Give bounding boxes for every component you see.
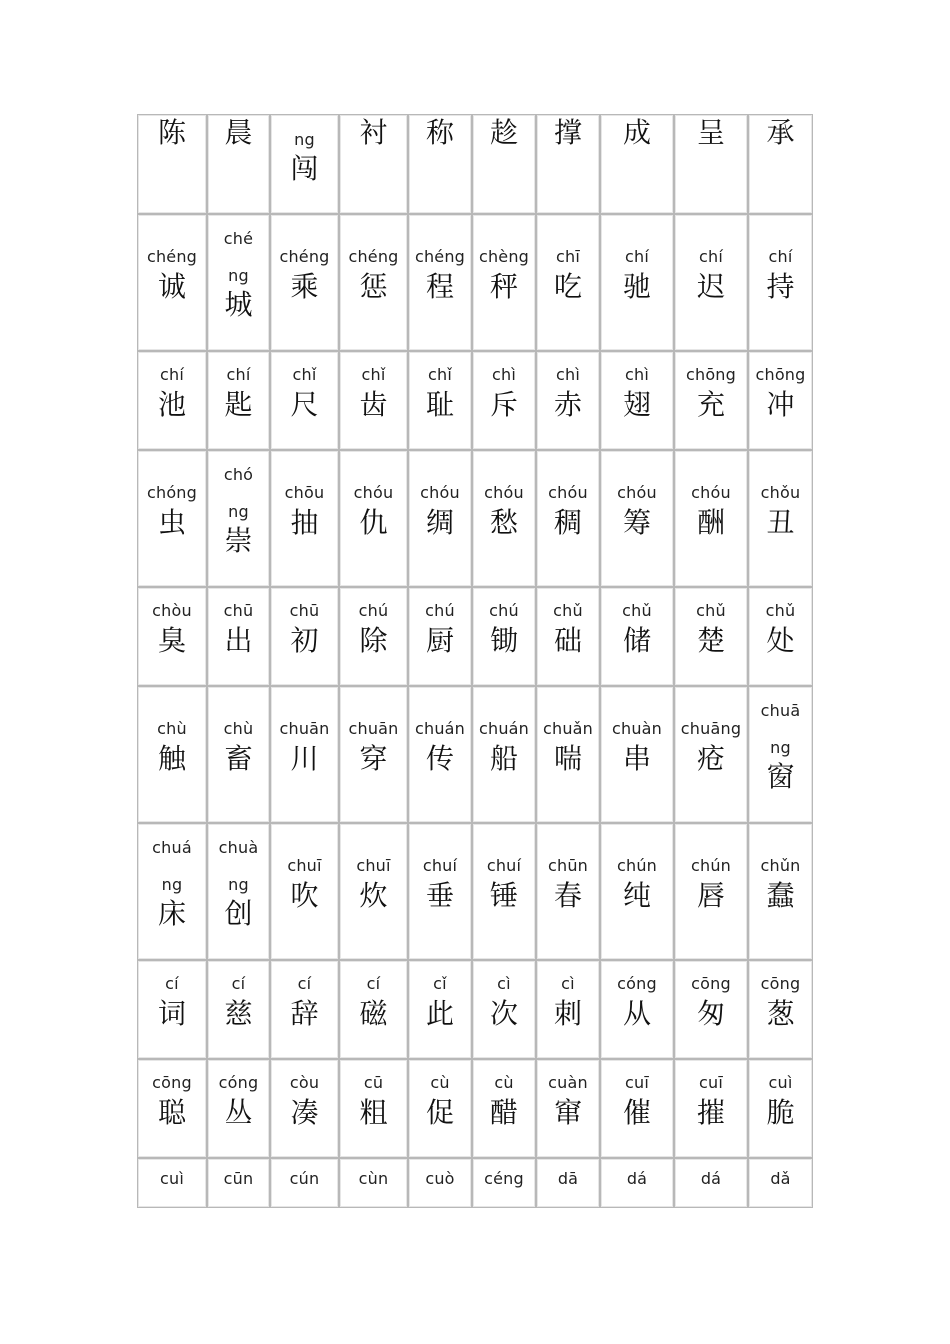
hanzi-character: 疮 bbox=[696, 742, 725, 775]
table-cell bbox=[408, 960, 472, 1059]
hanzi-character: 丑 bbox=[766, 506, 795, 539]
table-cell bbox=[748, 1158, 813, 1208]
pinyin-label: chǔn bbox=[760, 856, 801, 875]
table-cell bbox=[339, 450, 408, 587]
pinyin-wrap-label: ng bbox=[228, 502, 249, 521]
pinyin-label: chuān bbox=[348, 719, 399, 738]
hanzi-character: 愁 bbox=[489, 506, 518, 539]
pinyin-wrap-label: ng bbox=[770, 738, 791, 757]
hanzi-character: 迟 bbox=[696, 270, 725, 303]
pinyin-label: chù bbox=[223, 719, 254, 738]
hanzi-character: 匙 bbox=[224, 388, 253, 421]
pinyin-label: chòu bbox=[152, 601, 192, 620]
hanzi-character: 醋 bbox=[489, 1096, 518, 1129]
table-cell bbox=[137, 1059, 207, 1158]
table-cell bbox=[472, 960, 536, 1059]
pinyin-label: cí bbox=[165, 974, 179, 993]
table-cell bbox=[472, 587, 536, 686]
table-cell bbox=[536, 1059, 600, 1158]
pinyin-label: chóng bbox=[146, 483, 198, 502]
hanzi-character: 船 bbox=[489, 742, 518, 775]
table-cell bbox=[748, 686, 813, 823]
pinyin-label: dā bbox=[557, 1169, 579, 1188]
table-cell bbox=[207, 114, 270, 214]
pinyin-label: chuī bbox=[287, 856, 322, 875]
table-cell bbox=[748, 960, 813, 1059]
pinyin-label: cū bbox=[363, 1073, 384, 1092]
hanzi-character: 闯 bbox=[290, 152, 319, 185]
table-cell bbox=[600, 450, 674, 587]
pinyin-label: cí bbox=[297, 974, 312, 993]
hanzi-character: 齿 bbox=[359, 388, 388, 421]
pinyin-label: cuò bbox=[425, 1169, 455, 1188]
pinyin-label: còu bbox=[289, 1073, 320, 1092]
pinyin-label: chóu bbox=[484, 483, 524, 502]
hanzi-character: 纯 bbox=[622, 879, 651, 912]
table-cell bbox=[270, 1158, 339, 1208]
hanzi-character: 绸 bbox=[425, 506, 454, 539]
pinyin-label: chí bbox=[625, 247, 649, 266]
pinyin-label: cōng bbox=[152, 1073, 192, 1092]
hanzi-character: 脆 bbox=[766, 1096, 795, 1129]
hanzi-character: 粗 bbox=[359, 1096, 388, 1129]
table-cell bbox=[270, 960, 339, 1059]
hanzi-character: 惩 bbox=[359, 270, 388, 303]
hanzi-character: 臭 bbox=[157, 624, 186, 657]
table-cell bbox=[748, 1059, 813, 1158]
table-cell bbox=[674, 1059, 748, 1158]
table-cell bbox=[339, 587, 408, 686]
hanzi-character: 抽 bbox=[290, 506, 319, 539]
pinyin-label: chǒu bbox=[760, 483, 801, 502]
pinyin-wrap-label: ng bbox=[294, 130, 315, 149]
pinyin-label: chèng bbox=[478, 247, 530, 266]
pinyin-character-table bbox=[137, 114, 813, 1208]
table-cell bbox=[408, 351, 472, 450]
pinyin-label: chún bbox=[616, 856, 658, 875]
hanzi-character: 从 bbox=[622, 997, 651, 1030]
hanzi-character: 窗 bbox=[766, 760, 795, 793]
pinyin-label: chuí bbox=[486, 856, 522, 875]
hanzi-character: 撑 bbox=[553, 116, 582, 149]
table-cell bbox=[536, 960, 600, 1059]
table-cell bbox=[207, 960, 270, 1059]
table-cell bbox=[600, 1059, 674, 1158]
pinyin-label: chuàn bbox=[611, 719, 663, 738]
hanzi-character: 厨 bbox=[425, 624, 454, 657]
pinyin-label: cí bbox=[366, 974, 381, 993]
hanzi-character: 葱 bbox=[766, 997, 795, 1030]
table-cell bbox=[408, 450, 472, 587]
pinyin-label: chuán bbox=[414, 719, 466, 738]
table-cell bbox=[536, 1158, 600, 1208]
table-cell bbox=[674, 960, 748, 1059]
table-cell bbox=[270, 114, 339, 214]
pinyin-label: cù bbox=[430, 1073, 450, 1092]
pinyin-label: cūn bbox=[223, 1169, 254, 1188]
table-cell bbox=[408, 1158, 472, 1208]
pinyin-label: chōu bbox=[284, 483, 325, 502]
pinyin-label: chuà bbox=[218, 838, 259, 857]
pinyin-label: chì bbox=[625, 365, 649, 384]
hanzi-character: 慈 bbox=[224, 997, 253, 1030]
pinyin-label: cuì bbox=[160, 1169, 184, 1188]
hanzi-character: 催 bbox=[622, 1096, 651, 1129]
hanzi-character: 唇 bbox=[696, 879, 725, 912]
table-cell bbox=[339, 960, 408, 1059]
table-cell bbox=[207, 686, 270, 823]
hanzi-character: 稠 bbox=[553, 506, 582, 539]
pinyin-label: chǔ bbox=[553, 601, 583, 620]
hanzi-character: 串 bbox=[622, 742, 651, 775]
table-cell bbox=[207, 351, 270, 450]
hanzi-character: 成 bbox=[622, 116, 651, 149]
pinyin-label: dǎ bbox=[770, 1169, 791, 1188]
pinyin-label: cì bbox=[497, 974, 511, 993]
pinyin-label: cùn bbox=[358, 1169, 389, 1188]
hanzi-character: 锄 bbox=[489, 624, 518, 657]
hanzi-character: 储 bbox=[622, 624, 651, 657]
table-cell bbox=[408, 686, 472, 823]
table-cell bbox=[207, 1059, 270, 1158]
hanzi-character: 处 bbox=[766, 624, 795, 657]
table-cell bbox=[674, 1158, 748, 1208]
hanzi-character: 喘 bbox=[553, 742, 582, 775]
pinyin-label: cuì bbox=[768, 1073, 793, 1092]
pinyin-label: chuāng bbox=[680, 719, 742, 738]
table-cell bbox=[472, 114, 536, 214]
pinyin-label: dá bbox=[700, 1169, 722, 1188]
pinyin-label: chéng bbox=[279, 247, 330, 266]
table-cell bbox=[270, 1059, 339, 1158]
pinyin-label: chǔ bbox=[622, 601, 652, 620]
pinyin-label: chì bbox=[556, 365, 580, 384]
table-cell bbox=[748, 587, 813, 686]
hanzi-character: 冲 bbox=[766, 388, 795, 421]
table-cell bbox=[137, 686, 207, 823]
table-cell bbox=[137, 823, 207, 960]
pinyin-label: chuá bbox=[152, 838, 192, 857]
pinyin-label: cí bbox=[231, 974, 246, 993]
pinyin-label: chú bbox=[489, 601, 519, 620]
pinyin-label: chǔ bbox=[765, 601, 796, 620]
table-cell bbox=[207, 587, 270, 686]
pinyin-label: chóu bbox=[617, 483, 657, 502]
table-cell bbox=[472, 823, 536, 960]
table-cell bbox=[408, 114, 472, 214]
table-cell bbox=[674, 823, 748, 960]
pinyin-label: chí bbox=[768, 247, 793, 266]
hanzi-character: 充 bbox=[696, 388, 725, 421]
table-cell bbox=[600, 960, 674, 1059]
pinyin-label: chù bbox=[157, 719, 187, 738]
table-cell bbox=[137, 214, 207, 351]
hanzi-character: 创 bbox=[224, 897, 253, 930]
pinyin-label: cuī bbox=[699, 1073, 723, 1092]
table-cell bbox=[472, 686, 536, 823]
table-cell bbox=[536, 823, 600, 960]
table-cell bbox=[137, 114, 207, 214]
table-cell bbox=[270, 351, 339, 450]
pinyin-label: chōng bbox=[685, 365, 737, 384]
hanzi-character: 摧 bbox=[696, 1096, 725, 1129]
hanzi-character: 触 bbox=[157, 742, 186, 775]
hanzi-character: 斥 bbox=[489, 388, 518, 421]
pinyin-label: cóng bbox=[617, 974, 657, 993]
table-cell bbox=[600, 823, 674, 960]
pinyin-label: céng bbox=[484, 1169, 524, 1188]
table-cell bbox=[748, 114, 813, 214]
hanzi-character: 耻 bbox=[425, 388, 454, 421]
table-cell bbox=[600, 1158, 674, 1208]
table-cell bbox=[137, 1158, 207, 1208]
pinyin-label: ché bbox=[223, 229, 254, 248]
hanzi-character: 除 bbox=[359, 624, 388, 657]
hanzi-character: 畜 bbox=[224, 742, 253, 775]
table-cell bbox=[270, 587, 339, 686]
pinyin-label: chū bbox=[289, 601, 320, 620]
table-cell bbox=[674, 686, 748, 823]
hanzi-character: 聪 bbox=[157, 1096, 186, 1129]
hanzi-character: 传 bbox=[425, 742, 454, 775]
table-cell bbox=[748, 823, 813, 960]
table-cell bbox=[207, 450, 270, 587]
hanzi-character: 趁 bbox=[489, 116, 518, 149]
pinyin-label: chǐ bbox=[361, 365, 386, 384]
pinyin-label: cōng bbox=[760, 974, 801, 993]
hanzi-character: 吃 bbox=[553, 270, 582, 303]
table-cell bbox=[408, 1059, 472, 1158]
pinyin-label: chì bbox=[492, 365, 516, 384]
hanzi-character: 磁 bbox=[359, 997, 388, 1030]
table-cell bbox=[536, 686, 600, 823]
table-cell bbox=[748, 450, 813, 587]
table-cell bbox=[270, 686, 339, 823]
hanzi-character: 促 bbox=[425, 1096, 454, 1129]
table-cell bbox=[600, 686, 674, 823]
hanzi-character: 丛 bbox=[224, 1096, 253, 1129]
table-cell bbox=[674, 587, 748, 686]
pinyin-label: chóu bbox=[691, 483, 731, 502]
hanzi-character: 春 bbox=[553, 879, 582, 912]
table-cell bbox=[600, 351, 674, 450]
hanzi-character: 赤 bbox=[553, 388, 582, 421]
hanzi-character: 城 bbox=[224, 288, 253, 321]
pinyin-label: chuā bbox=[760, 701, 801, 720]
table-cell bbox=[600, 587, 674, 686]
pinyin-label: chóu bbox=[353, 483, 394, 502]
hanzi-character: 次 bbox=[489, 997, 518, 1030]
pinyin-label: cì bbox=[561, 974, 575, 993]
hanzi-character: 床 bbox=[157, 897, 186, 930]
table-cell bbox=[270, 823, 339, 960]
pinyin-label: chó bbox=[223, 465, 254, 484]
hanzi-character: 乘 bbox=[290, 270, 319, 303]
pinyin-label: cǐ bbox=[433, 974, 447, 993]
table-cell bbox=[536, 351, 600, 450]
hanzi-character: 炊 bbox=[359, 879, 388, 912]
table-cell bbox=[472, 351, 536, 450]
hanzi-character: 酬 bbox=[696, 506, 725, 539]
pinyin-label: chóu bbox=[548, 483, 588, 502]
pinyin-label: chǐ bbox=[428, 365, 452, 384]
hanzi-character: 晨 bbox=[224, 116, 253, 149]
table-cell bbox=[270, 450, 339, 587]
pinyin-label: cuī bbox=[625, 1073, 649, 1092]
hanzi-character: 初 bbox=[290, 624, 319, 657]
pinyin-label: chún bbox=[690, 856, 732, 875]
pinyin-label: chuī bbox=[356, 856, 391, 875]
table-cell bbox=[339, 823, 408, 960]
pinyin-wrap-label: ng bbox=[161, 875, 183, 894]
hanzi-character: 承 bbox=[766, 116, 795, 149]
table-cell bbox=[674, 214, 748, 351]
pinyin-label: chóu bbox=[420, 483, 460, 502]
hanzi-character: 楚 bbox=[696, 624, 725, 657]
hanzi-character: 陈 bbox=[157, 116, 186, 149]
hanzi-character: 辞 bbox=[290, 997, 319, 1030]
pinyin-label: chūn bbox=[547, 856, 589, 875]
pinyin-label: chuān bbox=[279, 719, 330, 738]
hanzi-character: 仇 bbox=[359, 506, 388, 539]
table-cell bbox=[137, 960, 207, 1059]
hanzi-character: 衬 bbox=[359, 116, 388, 149]
pinyin-label: chōng bbox=[755, 365, 806, 384]
hanzi-character: 程 bbox=[425, 270, 454, 303]
pinyin-label: chǐ bbox=[292, 365, 317, 384]
table-cell bbox=[536, 450, 600, 587]
pinyin-label: chí bbox=[160, 365, 184, 384]
table-cell bbox=[339, 214, 408, 351]
pinyin-label: chuí bbox=[422, 856, 458, 875]
pinyin-label: chú bbox=[425, 601, 455, 620]
hanzi-character: 虫 bbox=[157, 506, 186, 539]
hanzi-character: 垂 bbox=[425, 879, 454, 912]
table-cell bbox=[339, 351, 408, 450]
table-cell bbox=[472, 1158, 536, 1208]
table-cell bbox=[339, 1059, 408, 1158]
hanzi-character: 础 bbox=[553, 624, 582, 657]
table-cell bbox=[207, 214, 270, 351]
hanzi-character: 诚 bbox=[157, 270, 186, 303]
hanzi-character: 尺 bbox=[290, 388, 319, 421]
pinyin-label: chū bbox=[223, 601, 254, 620]
table-cell bbox=[137, 450, 207, 587]
pinyin-label: chí bbox=[699, 247, 723, 266]
hanzi-character: 秤 bbox=[489, 270, 518, 303]
table-cell bbox=[748, 214, 813, 351]
table-cell bbox=[207, 823, 270, 960]
pinyin-label: cún bbox=[289, 1169, 320, 1188]
pinyin-label: chuán bbox=[478, 719, 530, 738]
hanzi-character: 称 bbox=[425, 116, 454, 149]
hanzi-character: 出 bbox=[224, 624, 253, 657]
table-cell bbox=[408, 823, 472, 960]
pinyin-label: cuàn bbox=[548, 1073, 588, 1092]
pinyin-wrap-label: ng bbox=[228, 266, 249, 285]
table-cell bbox=[600, 114, 674, 214]
table-cell bbox=[339, 686, 408, 823]
table-cell bbox=[408, 587, 472, 686]
hanzi-character: 崇 bbox=[224, 524, 253, 557]
hanzi-character: 筹 bbox=[622, 506, 651, 539]
table-cell bbox=[472, 1059, 536, 1158]
pinyin-label: chéng bbox=[348, 247, 399, 266]
table-cell bbox=[674, 351, 748, 450]
table-cell bbox=[536, 214, 600, 351]
hanzi-character: 持 bbox=[766, 270, 795, 303]
hanzi-character: 匆 bbox=[696, 997, 725, 1030]
hanzi-character: 川 bbox=[290, 742, 319, 775]
pinyin-label: chí bbox=[226, 365, 251, 384]
pinyin-label: dá bbox=[626, 1169, 648, 1188]
table-cell bbox=[472, 214, 536, 351]
table-cell bbox=[339, 114, 408, 214]
pinyin-label: chī bbox=[556, 247, 580, 266]
hanzi-character: 穿 bbox=[359, 742, 388, 775]
pinyin-label: chéng bbox=[146, 247, 198, 266]
hanzi-character: 窜 bbox=[553, 1096, 582, 1129]
table-cell bbox=[408, 214, 472, 351]
hanzi-character: 呈 bbox=[696, 116, 725, 149]
hanzi-character: 词 bbox=[157, 997, 186, 1030]
table-cell bbox=[137, 351, 207, 450]
pinyin-label: chǔ bbox=[696, 601, 726, 620]
pinyin-wrap-label: ng bbox=[228, 875, 249, 894]
table-cell bbox=[600, 214, 674, 351]
hanzi-character: 翅 bbox=[622, 388, 651, 421]
pinyin-label: chéng bbox=[414, 247, 466, 266]
hanzi-character: 凑 bbox=[290, 1096, 319, 1129]
table-cell bbox=[207, 1158, 270, 1208]
hanzi-character: 此 bbox=[425, 997, 454, 1030]
table-cell bbox=[536, 587, 600, 686]
hanzi-character: 蠢 bbox=[766, 879, 795, 912]
hanzi-character: 池 bbox=[157, 388, 186, 421]
hanzi-character: 吹 bbox=[290, 879, 319, 912]
pinyin-label: chú bbox=[358, 601, 389, 620]
table-cell bbox=[748, 351, 813, 450]
table-cell bbox=[674, 114, 748, 214]
pinyin-label: chuǎn bbox=[542, 719, 594, 738]
hanzi-character: 刺 bbox=[553, 997, 582, 1030]
hanzi-character: 锤 bbox=[489, 879, 518, 912]
table-cell bbox=[674, 450, 748, 587]
pinyin-label: cù bbox=[494, 1073, 514, 1092]
pinyin-label: cóng bbox=[218, 1073, 259, 1092]
table-cell bbox=[137, 587, 207, 686]
hanzi-character: 驰 bbox=[622, 270, 651, 303]
table-cell bbox=[536, 114, 600, 214]
pinyin-label: cōng bbox=[691, 974, 731, 993]
table-cell bbox=[339, 1158, 408, 1208]
table-cell bbox=[270, 214, 339, 351]
table-cell bbox=[472, 450, 536, 587]
